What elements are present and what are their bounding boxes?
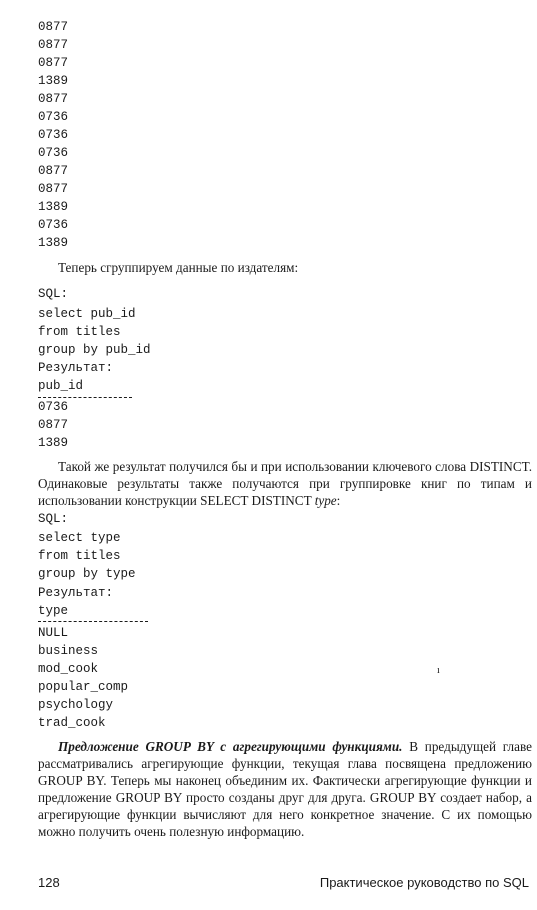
column-header: pub_id <box>38 379 84 393</box>
book-title: Практическое руководство по SQL <box>319 875 529 890</box>
sql-label: SQL: <box>38 512 69 526</box>
list-item: 0877 <box>38 56 69 70</box>
table-row: business <box>38 644 99 658</box>
result-rows <box>38 398 68 452</box>
italic-term: type <box>314 493 337 508</box>
paragraph-text: В предыдущей главе рассматривались агрегирующие функции, текущая глава посвящена предложению GROUP BY. Теперь мы наконец объединим их. Фактически агрегирующие функции и предложение GROUP BY просто созданы друг для друга. GROUP BY создает набор, а агрегирующие функции вычисляют для него конкретное значение. С их помощью можно получить очень полезную информацию. <box>38 739 532 839</box>
sql-label: SQL: <box>38 287 69 301</box>
list-item: 0877 <box>38 20 69 34</box>
top-values-list <box>38 18 68 252</box>
sql-code-block <box>38 529 136 583</box>
list-item: 1389 <box>38 236 69 250</box>
list-item: 0877 <box>38 38 69 52</box>
code-line: from titles <box>38 549 121 563</box>
list-item: 1389 <box>38 200 69 214</box>
code-line: group by type <box>38 567 136 581</box>
table-row: trad_cook <box>38 716 106 730</box>
paragraph-heading: Предложение GROUP BY с агрегирующими функциями. <box>58 739 403 754</box>
result-rows <box>38 624 128 732</box>
list-item: 0736 <box>38 110 69 124</box>
paragraph-distinct <box>38 458 532 509</box>
paragraph-end: : <box>336 493 341 508</box>
header-divider <box>38 621 148 622</box>
column-header: type <box>38 604 69 618</box>
code-line: select type <box>38 531 121 545</box>
list-item: 0736 <box>38 146 69 160</box>
table-row: mod_cook <box>38 662 99 676</box>
result-label: Результат: <box>38 586 114 600</box>
paragraph-text: Такой же результат получился бы и при использовании ключевого слова DISTINCT. Одинаковые результаты также получаются при группировке книг по типам и использовании конструкции SELECT DISTINCT <box>38 459 532 508</box>
table-row: 0736 <box>38 400 69 414</box>
table-row: 1389 <box>38 436 69 450</box>
stray-mark: ı <box>437 665 440 676</box>
paragraph-group-by-publisher: Теперь сгруппируем данные по издателям: <box>58 260 299 275</box>
sql-code-block <box>38 305 151 359</box>
list-item: 0877 <box>38 164 69 178</box>
result-label: Результат: <box>38 361 114 375</box>
code-line: select pub_id <box>38 307 136 321</box>
table-row: 0877 <box>38 418 69 432</box>
list-item: 0877 <box>38 182 69 196</box>
list-item: 1389 <box>38 74 69 88</box>
code-line: from titles <box>38 325 121 339</box>
paragraph-aggregate <box>38 738 532 840</box>
table-row: psychology <box>38 698 114 712</box>
list-item: 0736 <box>38 218 69 232</box>
list-item: 0877 <box>38 92 69 106</box>
list-item: 0736 <box>38 128 69 142</box>
table-row: NULL <box>38 626 69 640</box>
page-number: 128 <box>38 875 60 890</box>
code-line: group by pub_id <box>38 343 151 357</box>
table-row: popular_comp <box>38 680 129 694</box>
